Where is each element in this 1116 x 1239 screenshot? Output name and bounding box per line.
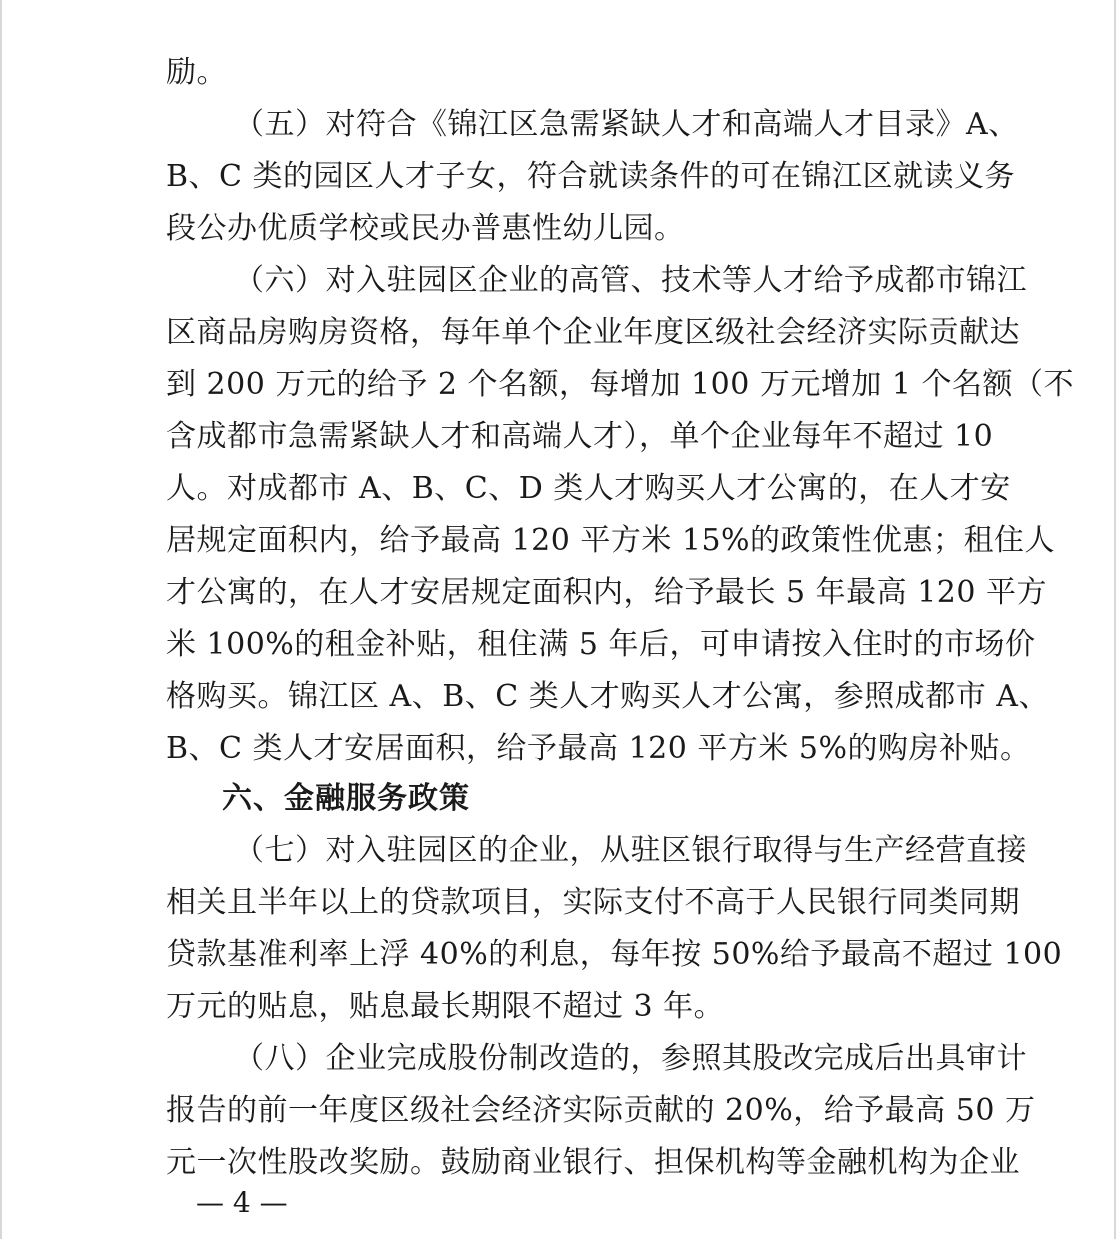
text-line: 报告的前一年度区级社会经济实际贡献的 20%，给予最高 50 万 xyxy=(166,1093,1036,1128)
text-line: 格购买。锦江区 A、B、C 类人才购买人才公寓，参照成都市 A、 xyxy=(166,679,1049,714)
text-line: 万元的贴息，贴息最长期限不超过 3 年。 xyxy=(166,989,725,1024)
text-line: 含成都市急需紧缺人才和高端人才），单个企业每年不超过 10 xyxy=(166,419,994,454)
text-line: 米 100%的租金补贴，租住满 5 年后，可申请按入住时的市场价 xyxy=(166,627,1036,662)
text-line: 相关且半年以上的贷款项目，实际支付不高于人民银行同类同期 xyxy=(166,885,1020,920)
section-heading-financial-services: 六、金融服务政策 xyxy=(222,781,470,816)
paragraph-5-first-line: （五）对符合《锦江区急需紧缺人才和高端人才目录》A、 xyxy=(234,107,1019,142)
text-line: B、C 类人才安居面积，给予最高 120 平方米 5%的购房补贴。 xyxy=(166,731,1031,766)
text-line: 才公寓的，在人才安居规定面积内，给予最长 5 年最高 120 平方 xyxy=(166,575,1047,610)
text-line: 励。 xyxy=(166,55,227,90)
paragraph-6-first-line: （六）对入驻园区企业的高管、技术等人才给予成都市锦江 xyxy=(234,263,1027,298)
text-line: 到 200 万元的给予 2 个名额，每增加 100 万元增加 1 个名额（不 xyxy=(166,367,1074,402)
text-line: B、C 类的园区人才子女，符合就读条件的可在锦江区就读义务 xyxy=(166,159,1016,194)
paragraph-7-first-line: （七）对入驻园区的企业，从驻区银行取得与生产经营直接 xyxy=(234,833,1027,868)
page-left-edge xyxy=(0,0,2,1239)
text-line: 居规定面积内，给予最高 120 平方米 15%的政策性优惠；租住人 xyxy=(166,523,1056,558)
paragraph-8-first-line: （八）企业完成股份制改造的，参照其股改完成后出具审计 xyxy=(234,1041,1027,1076)
text-line: 元一次性股改奖励。鼓励商业银行、担保机构等金融机构为企业 xyxy=(166,1145,1020,1180)
text-line: 段公办优质学校或民办普惠性幼儿园。 xyxy=(166,211,685,246)
text-line: 贷款基准利率上浮 40%的利息，每年按 50%给予最高不超过 100 xyxy=(166,937,1063,972)
page-number: — 4 — xyxy=(196,1186,288,1219)
text-line: 人。对成都市 A、B、C、D 类人才购买人才公寓的，在人才安 xyxy=(166,471,1011,506)
text-line: 区商品房购房资格，每年单个企业年度区级社会经济实际贡献达 xyxy=(166,315,1020,350)
